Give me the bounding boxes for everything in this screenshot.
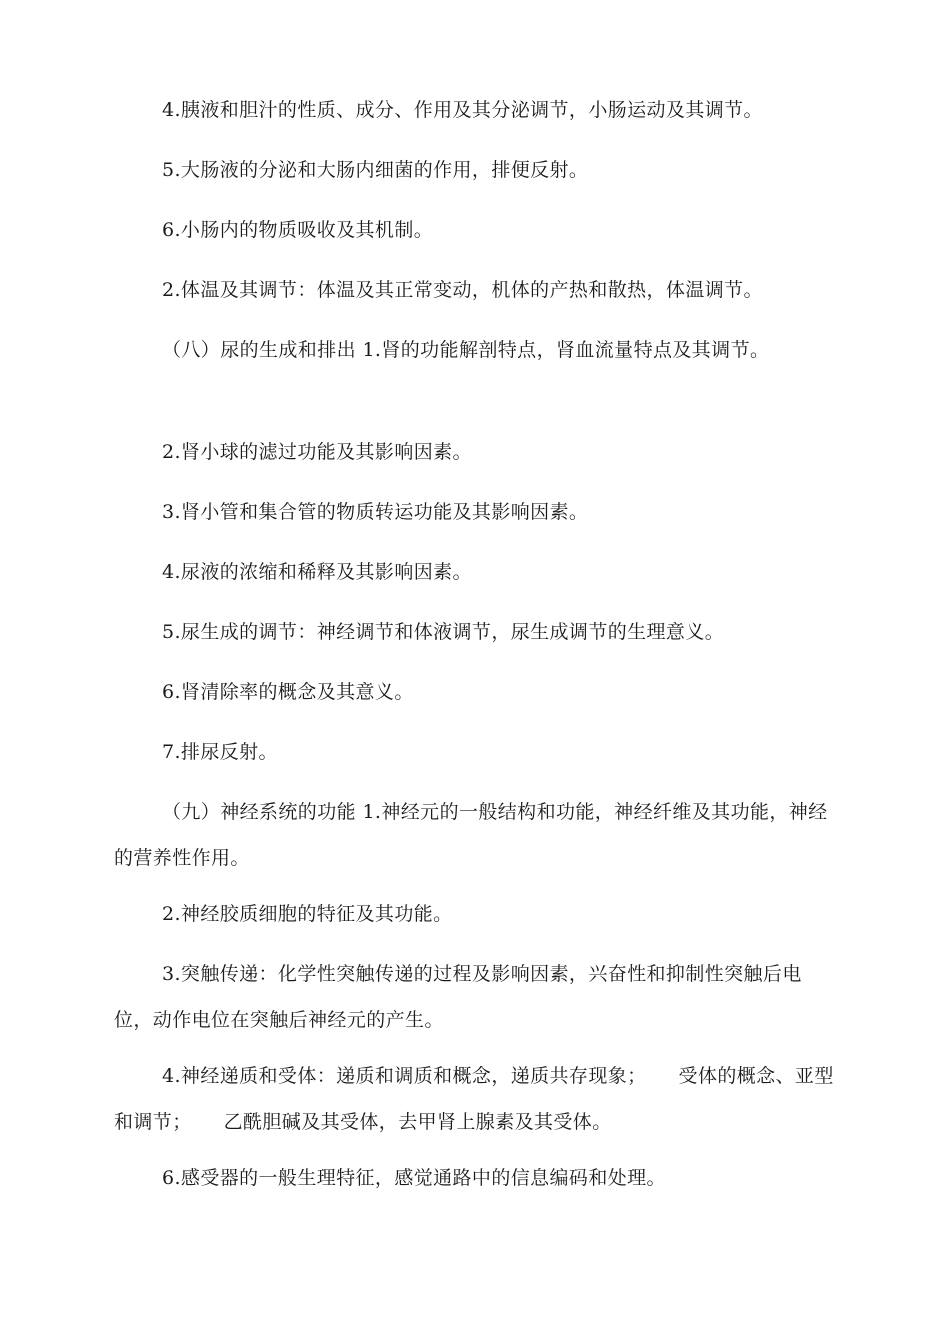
paragraph-urine-concentration: 4.尿液的浓缩和稀释及其影响因素。 [162,561,472,583]
paragraph-large-intestine: 5.大肠液的分泌和大肠内细菌的作用，排便反射。 [162,159,589,181]
paragraph-micturition-reflex: 7.排尿反射。 [162,741,278,763]
receptor-text-part-2: 受体的概念、亚型和调节； [114,1065,834,1133]
paragraph-urine-section-heading: （八）尿的生成和排出 1.肾的功能解剖特点，肾血流量特点及其调节。 [162,339,770,361]
paragraph-renal-clearance: 6.肾清除率的概念及其意义。 [162,681,414,703]
paragraph-pancreatic-juice: 4.胰液和胆汁的性质、成分、作用及其分泌调节，小肠运动及其调节。 [162,99,763,121]
paragraph-urine-regulation: 5.尿生成的调节：神经调节和体液调节，尿生成调节的生理意义。 [162,621,725,643]
paragraph-body-temperature: 2.体温及其调节：体温及其正常变动，机体的产热和散热，体温调节。 [162,279,763,301]
receptor-text-part-1: 4.神经递质和受体：递质和调质和概念，递质共存现象； [162,1065,647,1087]
paragraph-sensory-receptors: 6.感受器的一般生理特征，感觉通路中的信息编码和处理。 [162,1167,666,1189]
paragraph-glial-cells: 2.神经胶质细胞的特征及其功能。 [162,903,453,925]
paragraph-synaptic-transmission: 3.突触传递：化学性突触传递的过程及影响因素，兴奋性和抑制性突触后电位，动作电位在突触后神经元的产生。 [114,963,802,1031]
paragraph-tubular-transport: 3.肾小管和集合管的物质转运功能及其影响因素。 [162,501,589,523]
paragraph-glomerular-filtration: 2.肾小球的滤过功能及其影响因素。 [162,441,472,463]
receptor-text-part-3: 乙酰胆碱及其受体，去甲肾上腺素及其受体。 [223,1111,612,1133]
paragraph-nervous-section-heading: （九）神经系统的功能 1.神经元的一般结构和功能，神经纤维及其功能，神经的营养性作用。 [114,801,828,869]
paragraph-neurotransmitters-receptors [114,1053,840,1145]
paragraph-absorption: 6.小肠内的物质吸收及其机制。 [162,219,434,241]
